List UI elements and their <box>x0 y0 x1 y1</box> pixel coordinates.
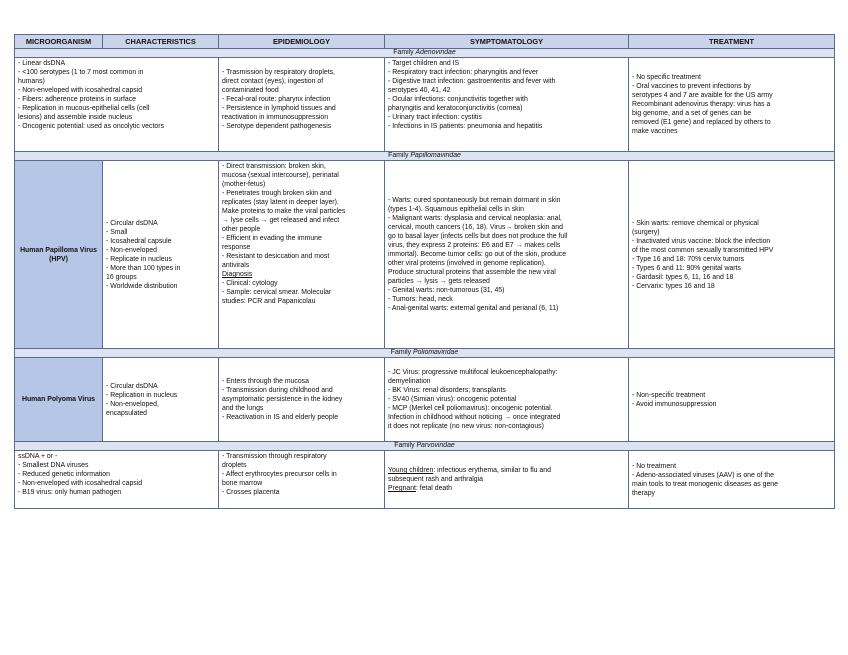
virus-table <box>14 34 835 509</box>
header-treatment: TREATMENT <box>629 35 835 49</box>
family-row-adenoviridae <box>15 49 835 58</box>
family-label: Family Papillomaviridae <box>15 152 835 161</box>
family-label: Family Adenoviridae <box>15 49 835 58</box>
header-row <box>15 35 835 49</box>
polyoma-characteristics: - Circular dsDNA - Replication in nucleus - Non-enveloped, encapsulated <box>103 358 219 442</box>
family-label: Family Poliomaviridae <box>15 349 835 358</box>
parvo-symptomatology: Young children: infectious erythema, similar to flu and subsequent rash and arthralgia Pregnant: fetal death <box>385 451 629 509</box>
hpv-symptomatology: - Warts: cured spontaneously but remain dormant in skin (types 1-4). Squamous epithelial cells in skin - Malignant warts: dysplasia and cervical neoplasia: anal, cervical, mouth cancers (16, 18). Virus→ broken skin and go to basal layer (infects cells but does not produce the full virus, they express 2 proteins: E6 and E7 → makes cells immortal). Become tumor cells: go out of the skin, produce other viral proteins (involved in genome replication). Produce structural proteins that assemble the new viral particles → lysis → gets released - Genital warts: non-tumorous (31, 45) - Tumors: head, neck - Anal-genital warts: external genital and perianal (6, 11) <box>385 161 629 349</box>
hpv-row <box>15 161 835 349</box>
header-microorganism: MICROORGANISM <box>15 35 103 49</box>
header-characteristics: CHARACTERISTICS <box>103 35 219 49</box>
family-label: Family Parvoviridae <box>15 442 835 451</box>
parvo-characteristics: ssDNA + or - - Smallest DNA viruses - Reduced genetic information - Non-enveloped with icosahedral capsid - B19 virus: only human pathogen <box>15 451 219 509</box>
family-row-parvoviridae <box>15 442 835 451</box>
adeno-epidemiology: - Trasmission by respiratory droplets, direct contact (eyes), ingestion of contaminated food - Fecal-oral route: pharynx infection - Persistence in lymphoid tissues and reactivation in immunosuppression - Serotype dependent pathogenesis <box>219 58 385 152</box>
polyoma-symptomatology: - JC Virus: progressive multifocal leukoencephalopathy: demyelination - BK Virus: renal disorders; transplants - SV40 (Simian virus): oncogenic potential - MCP (Merkel cell poliomavirus): oncogenic potential. Infection in childhood without noticing → once integrated it does not replicate (no new virus: non-contagious) <box>385 358 629 442</box>
adeno-treatment: - No specific treatment - Oral vaccines to prevent infections by serotypes 4 and 7 are avaible for the US army Recombinant adenovirus therapy: virus has a big genome, and a set of genes can be removed (E1 gene) and replaced by others to make vaccines <box>629 58 835 152</box>
adeno-symptomatology: - Target children and IS - Respiratory tract infection: pharyngitis and fever - Digestive tract infection: gastroenteritis and fever with serotypes 40, 41, 42 - Ocular infections: conjunctivitis together with pharyngitis and keratoconjunctivitis (cornea) - Urinary tract infection: cystitis - Infections in IS patients: pneumonia and hepatitis <box>385 58 629 152</box>
hpv-name: Human Papilloma Virus (HPV) <box>15 161 103 349</box>
diagnosis-heading: Diagnosis <box>222 271 253 278</box>
header-symptomatology: SYMPTOMATOLOGY <box>385 35 629 49</box>
polyoma-name: Human Polyoma Virus <box>15 358 103 442</box>
hpv-characteristics: - Circular dsDNA - Small - Icosahedral capsule - Non-enveloped - Replicate in nucleus - More than 100 types in 16 groups - Worldwide distribution <box>103 161 219 349</box>
parvo-treatment: - No treatment - Adeno-associated viruses (AAV) is one of the main tools to treat monogenic diseases as gene therapy <box>629 451 835 509</box>
header-epidemiology: EPIDEMIOLOGY <box>219 35 385 49</box>
hpv-epidemiology: - Direct transmission: broken skin, mucosa (sexual intercourse), perinatal (mother-fetus) - Penetrates trough broken skin and replicates (stay latent in deeper layer). Make proteins to make the viral particles → lyse cells → get released and infect other people - Efficient in evading the immune response - Resistant to desiccation and most antivirals Diagnosis - Clinical: cytology - Sample: cervical smear. Molecular studies: PCR and Papanicolau <box>219 161 385 349</box>
parvo-row <box>15 451 835 509</box>
adeno-characteristics: - Linear dsDNA - <100 serotypes (1 to 7 most common in humans) - Non-enveloped with icosahedral capsid - Fibers: adherence proteins in surface - Replication in mucous-epithelial cells (cell lesions) and assemble inside nucleus - Oncogenic potential: used as oncolytic vectors <box>15 58 219 152</box>
family-row-papillomaviridae <box>15 152 835 161</box>
polyoma-treatment: - Non-specific treatment - Avoid immunosuppression <box>629 358 835 442</box>
family-row-poliomaviridae <box>15 349 835 358</box>
adeno-row <box>15 58 835 152</box>
parvo-epidemiology: - Transmission through respiratory droplets - Affect erythrocytes precursor cells in bone marrow - Crosses placenta <box>219 451 385 509</box>
hpv-treatment: - Skin warts: remove chemical or physical (surgery) - Inactivated virus vaccine: block the infection of the most common sexually transmitted HPV - Type 16 and 18: 70% cervix tumors - Types 6 and 11: 90% genital warts - Gardasil: types 6, 11, 16 and 18 - Cervarix: types 16 and 18 <box>629 161 835 349</box>
polyoma-epidemiology: - Enters through the mucosa - Transmission during childhood and asymptomatic persistence in the kidney and the lungs - Reactivation in IS and elderly people <box>219 358 385 442</box>
polyoma-row <box>15 358 835 442</box>
